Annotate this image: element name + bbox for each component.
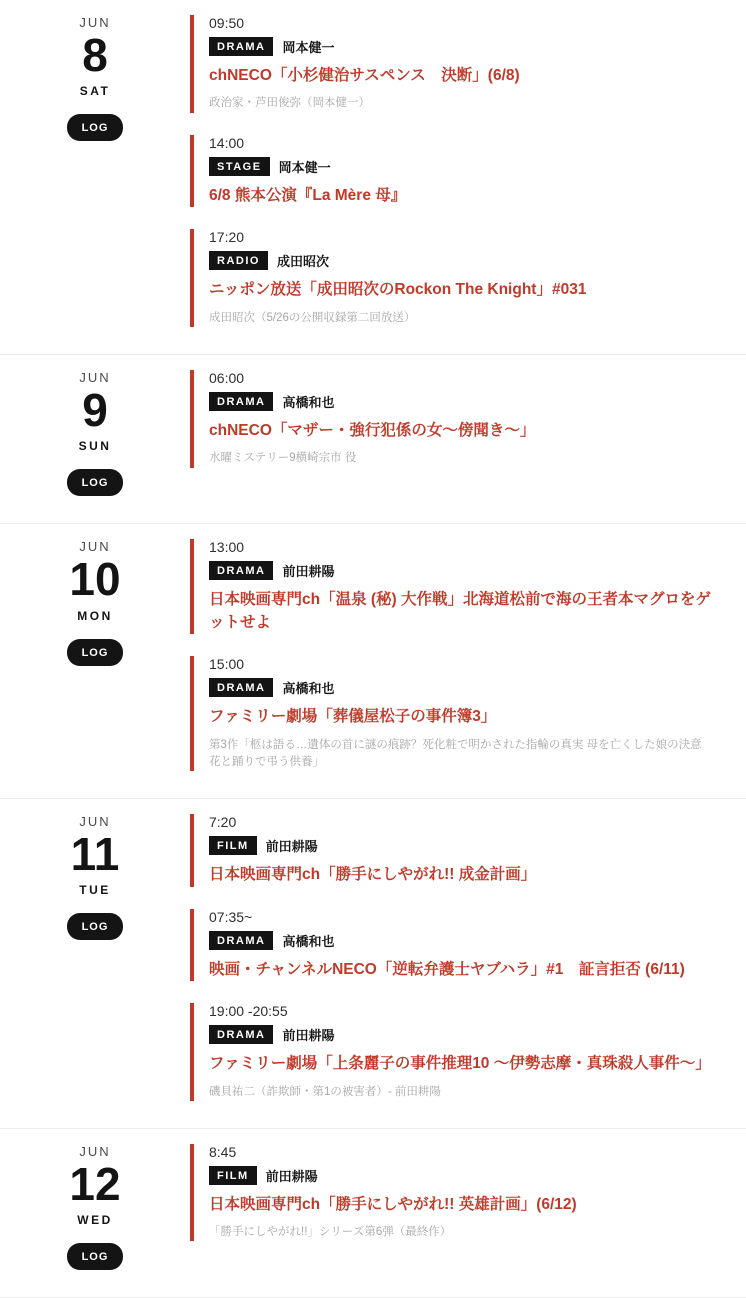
day-number: 8 (82, 29, 108, 81)
category-badge: DRAMA (209, 1025, 273, 1044)
category-badge: STAGE (209, 157, 270, 176)
performer-name: 前田耕陽 (265, 839, 318, 855)
month-label: JUN (79, 1143, 111, 1159)
day-section (0, 355, 746, 524)
event-item (190, 135, 716, 207)
month-label: JUN (79, 539, 111, 555)
event-title[interactable]: 映画・チャンネルNECO「逆転弁護士ヤブハラ」#1 証言拒否 (6/11) (209, 960, 685, 978)
event-list (190, 812, 746, 1101)
event-description: 磯貝祐二（詐欺師・第1の被害者）- 前田耕陽 (209, 1085, 441, 1098)
event-item (190, 370, 716, 468)
event-item (190, 656, 716, 771)
event-title[interactable]: 6/8 熊本公演『La Mère 母』 (209, 186, 407, 204)
event-description: 第3作「柩は語る…遺体の首に謎の痕跡？死化粧で明かされた指輪の真実 母を亡くした娘の決意 花と踊りで弔う供養」 (209, 738, 702, 768)
event-item (190, 15, 716, 113)
performer-name: 前田耕陽 (282, 1028, 335, 1044)
event-time: 7:20 (209, 814, 237, 831)
day-section (0, 799, 746, 1129)
event-time: 14:00 (209, 134, 245, 151)
weekday-label: TUE (79, 883, 111, 898)
event-title[interactable]: 日本映画専門ch「勝手にしやがれ!! 英雄計画」(6/12) (209, 1195, 577, 1213)
event-title[interactable]: 日本映画専門ch「勝手にしやがれ!! 成金計画」 (209, 866, 537, 884)
event-time: 15:00 (209, 656, 245, 673)
event-title[interactable]: chNECO「マザー・強行犯係の女～傍聞き～」 (209, 421, 536, 439)
event-time: 19:00 -20:55 (209, 1003, 288, 1020)
badge-row (209, 157, 716, 176)
performer-name: 前田耕陽 (282, 564, 335, 580)
badge-row (209, 392, 716, 411)
day-section (0, 524, 746, 799)
date-column (0, 537, 190, 771)
performer-name: 高橋和也 (282, 933, 335, 949)
category-badge: DRAMA (209, 931, 273, 950)
performer-name: 岡本健一 (282, 40, 335, 55)
day-section (0, 1129, 746, 1298)
event-title[interactable]: ニッポン放送「成田昭次のRockon The Knight」#031 (209, 281, 587, 299)
event-list (190, 13, 746, 327)
event-time: 06:00 (209, 369, 245, 386)
badge-row (209, 1166, 716, 1185)
day-number: 11 (70, 828, 120, 881)
event-description: 水曜ミステリー9横崎宗市 役 (209, 452, 357, 465)
badge-row (209, 561, 716, 580)
badge-row (209, 678, 716, 697)
performer-name: 成田昭次 (276, 254, 329, 270)
event-time: 13:00 (209, 539, 245, 556)
month-label: JUN (79, 369, 111, 385)
event-description: 政治家・芦田俊弥（岡本健一） (209, 97, 370, 110)
event-description: 成田昭次（5/26の公開収録第二回放送） (209, 311, 416, 324)
date-column (0, 1142, 190, 1270)
event-title[interactable]: 日本映画専門ch「温泉 (秘) 大作戦」北海道松前で海の王者本マグロをゲットせよ (209, 591, 712, 631)
event-item (190, 539, 716, 634)
day-number: 9 (82, 383, 108, 436)
performer-name: 高橋和也 (282, 394, 335, 410)
event-list (190, 537, 746, 771)
badge-row (209, 931, 716, 950)
badge-row (209, 836, 716, 855)
month-label: JUN (79, 814, 111, 830)
weekday-label: SUN (78, 439, 112, 454)
event-item (190, 1003, 716, 1101)
event-time: 8:45 (209, 1143, 237, 1160)
performer-name: 前田耕陽 (265, 1168, 318, 1184)
month-label: JUN (79, 15, 111, 30)
log-button[interactable]: LOG (67, 469, 124, 496)
performer-name: 高橋和也 (282, 681, 335, 697)
category-badge: DRAMA (209, 678, 273, 697)
day-section (0, 0, 746, 355)
day-number: 10 (69, 553, 121, 606)
log-button[interactable]: LOG (67, 1243, 124, 1270)
badge-row (209, 37, 716, 56)
category-badge: FILM (209, 836, 257, 855)
event-list (190, 368, 746, 496)
event-time: 07:35~ (209, 908, 253, 925)
category-badge: DRAMA (209, 37, 273, 56)
log-button[interactable]: LOG (67, 114, 124, 141)
event-list (190, 1142, 746, 1270)
event-item (190, 909, 716, 981)
date-column (0, 812, 190, 1101)
event-description: 「勝手にしやがれ!!」シリーズ第6弾（最終作） (209, 1226, 452, 1239)
event-time: 09:50 (209, 15, 245, 31)
category-badge: RADIO (209, 251, 268, 270)
event-item (190, 814, 716, 886)
badge-row (209, 251, 716, 270)
badge-row (209, 1025, 716, 1044)
performer-name: 岡本健一 (278, 159, 331, 175)
date-column (0, 368, 190, 496)
event-title[interactable]: chNECO「小杉健治サスペンス 決断」(6/8) (209, 67, 520, 84)
event-item (190, 229, 716, 327)
category-badge: DRAMA (209, 392, 273, 411)
weekday-label: MON (77, 608, 113, 623)
event-title[interactable]: ファミリー劇場「葬儀屋松子の事件簿3」 (209, 708, 497, 726)
day-number: 12 (69, 1157, 121, 1210)
log-button[interactable]: LOG (67, 639, 124, 666)
category-badge: FILM (209, 1166, 257, 1185)
category-badge: DRAMA (209, 561, 273, 580)
weekday-label: SAT (79, 84, 111, 99)
weekday-label: WED (77, 1213, 113, 1228)
event-title[interactable]: ファミリー劇場「上条麗子の事件推理10 ～伊勢志摩・真珠殺人事件～」 (209, 1055, 711, 1073)
event-item (190, 1144, 716, 1242)
date-column (0, 13, 190, 327)
event-time: 17:20 (209, 229, 245, 246)
log-button[interactable]: LOG (67, 913, 124, 940)
